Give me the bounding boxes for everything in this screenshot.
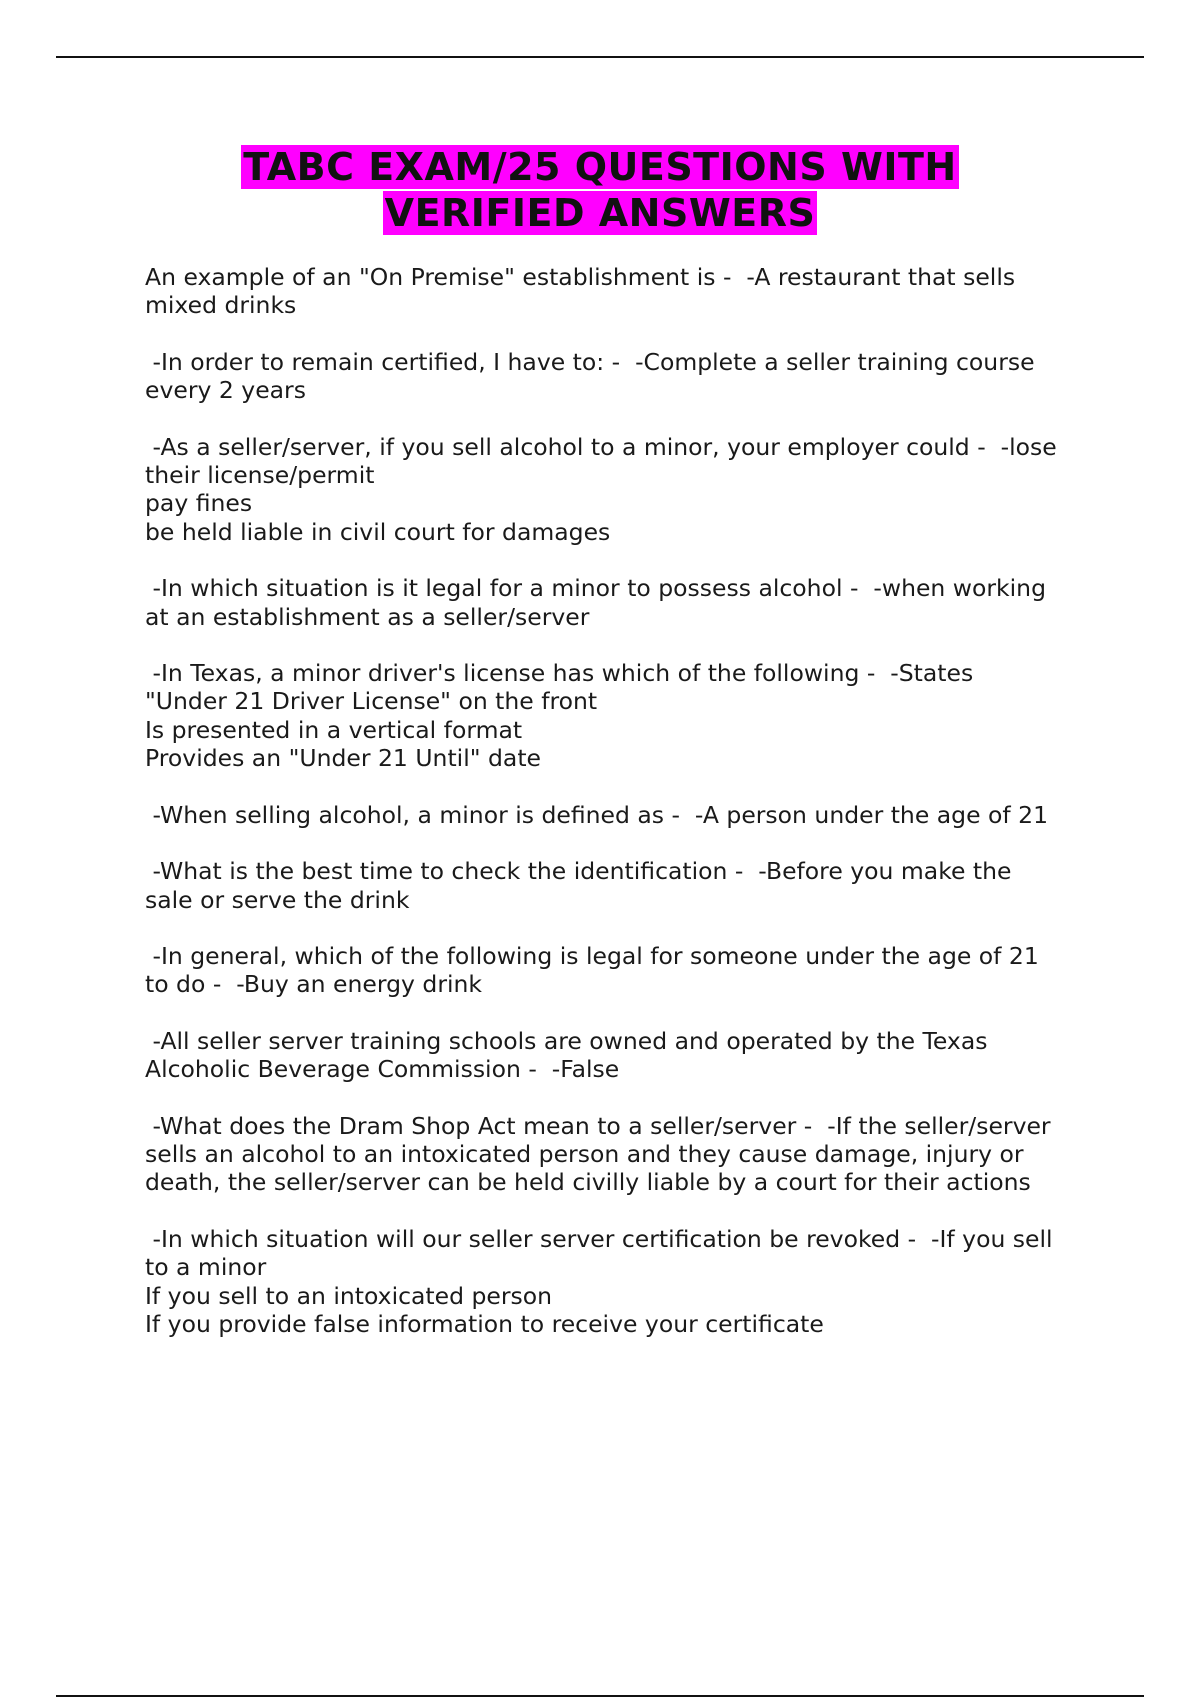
text-line: -In order to remain certified, I have to: - -Complete a seller training course [145,347,1035,376]
title-line: TABC EXAM/25 QUESTIONS WITH [243,145,957,189]
text-line: -In which situation will our seller server certification be revoked - -If you sell [145,1224,1053,1253]
text-line: mixed drinks [145,291,297,320]
text-line: Provides an "Under 21 Until" date [145,744,541,773]
text-line: If you provide false information to receive your certificate [145,1309,824,1338]
text-line: every 2 years [145,376,306,405]
text-line: -In Texas, a minor driver's license has which of the following - -States [145,659,974,688]
text-line: pay fines [145,489,253,518]
question-answer-item [145,1027,1095,1084]
question-answer-item [145,1225,1095,1339]
bottom-rule [56,1695,1144,1697]
text-line: -When selling alcohol, a minor is defined as - -A person under the age of 21 [145,800,1049,829]
question-answer-item [145,574,1095,631]
text-line: to a minor [145,1253,267,1282]
text-line: -What is the best time to check the identification - -Before you make the [145,857,1012,886]
question-answer-item [145,659,1095,773]
question-answer-item [145,433,1095,547]
text-line: If you sell to an intoxicated person [145,1281,553,1310]
text-line: death, the seller/server can be held civilly liable by a court for their actions [145,1168,1031,1197]
title-line: VERIFIED ANSWERS [384,191,816,235]
question-answer-item [145,263,1095,320]
question-answer-item [145,857,1095,914]
text-line: -As a seller/server, if you sell alcohol to a minor, your employer could - -lose [145,432,1057,461]
text-line: "Under 21 Driver License" on the front [145,687,598,716]
text-line: at an establishment as a seller/server [145,602,590,631]
text-line: to do - -Buy an energy drink [145,970,483,999]
page-title [0,144,1200,236]
text-line: An example of an "On Premise" establishment is - -A restaurant that sells [145,263,1016,291]
text-line: sale or serve the drink [145,885,410,914]
text-line: be held liable in civil court for damages [145,517,611,546]
text-line: their license/permit [145,461,375,490]
text-line: Is presented in a vertical format [145,715,523,744]
text-line: Alcoholic Beverage Commission - -False [145,1055,620,1084]
text-line: -In which situation is it legal for a minor to possess alcohol - -when working [145,574,1046,603]
text-line: -In general, which of the following is legal for someone under the age of 21 [145,941,1039,970]
text-line: -All seller server training schools are owned and operated by the Texas [145,1026,988,1055]
question-answer-item [145,801,1095,829]
question-list [145,263,1095,1366]
top-rule [56,56,1144,58]
question-answer-item [145,942,1095,999]
text-line: sells an alcohol to an intoxicated person and they cause damage, injury or [145,1139,1024,1168]
text-line: -What does the Dram Shop Act mean to a seller/server - -If the seller/server [145,1111,1051,1140]
question-answer-item [145,1112,1095,1197]
question-answer-item [145,348,1095,405]
